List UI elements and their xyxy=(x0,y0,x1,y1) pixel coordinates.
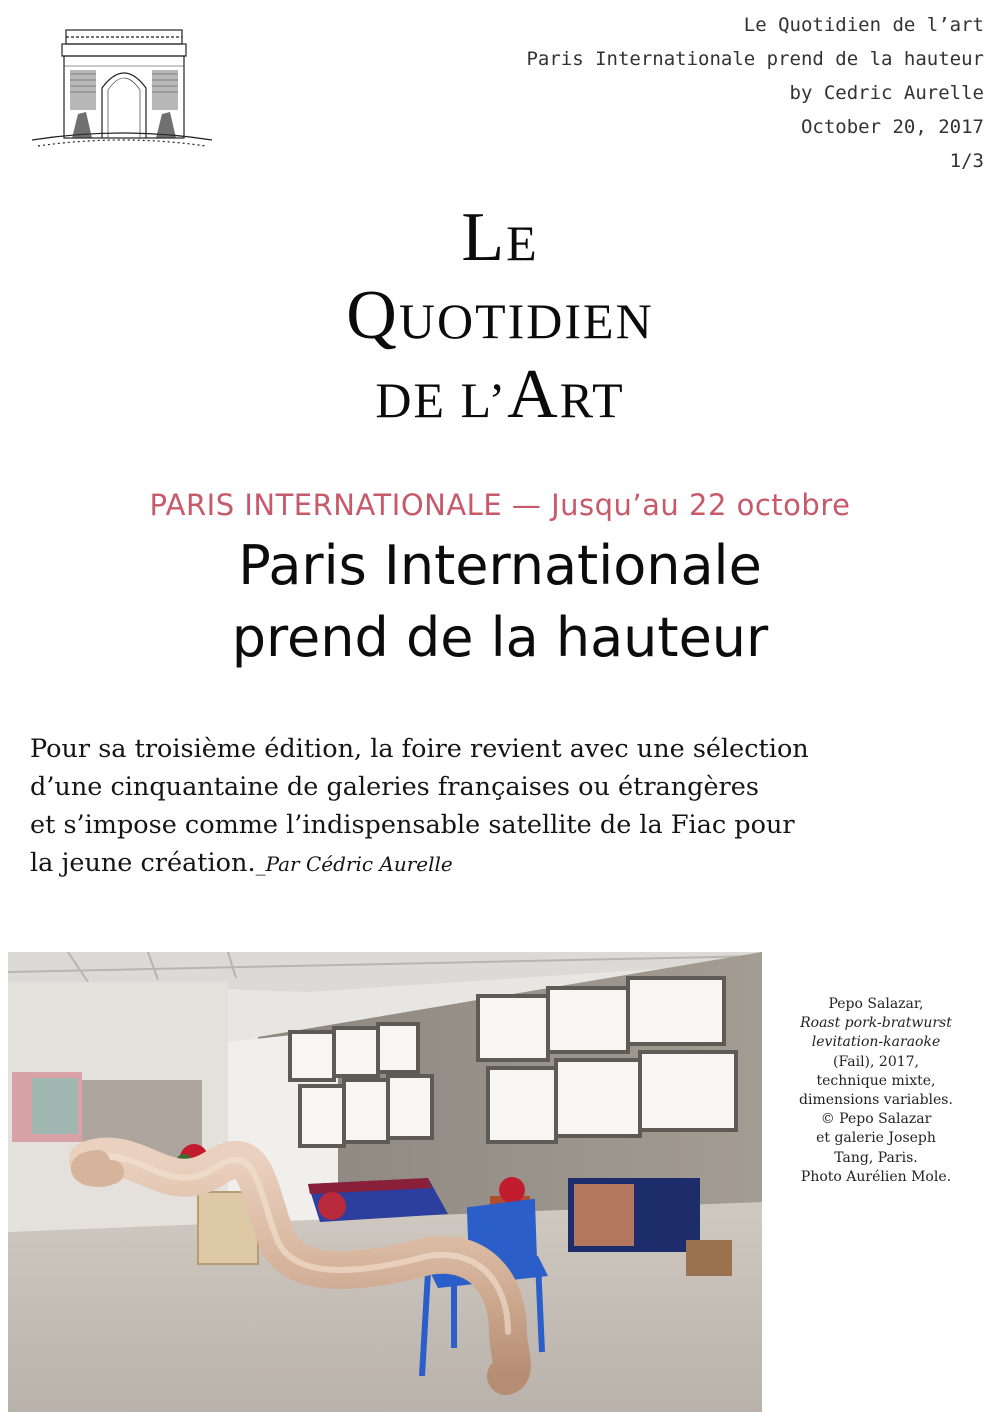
page-number: 1/3 xyxy=(949,150,984,172)
author-meta: by Cedric Aurelle xyxy=(789,82,984,104)
headline-line-1: Paris Internationale xyxy=(238,534,762,597)
masthead-line-1: LE xyxy=(461,199,539,276)
publication-name: Le Quotidien de l’art xyxy=(743,14,984,36)
article-lede xyxy=(30,730,930,883)
article-kicker: PARIS INTERNATIONALE — Jusqu’au 22 octobre xyxy=(149,488,851,522)
lede-line-1: Pour sa troisième édition, la foire revient avec une sélection xyxy=(30,734,809,764)
photo-caption: Pepo Salazar, Roast pork-bratwurst levitation-karaoke (Fail), 2017, technique mixte, dimensions variables. © Pepo Salazar et galerie Joseph Tang, Paris. Photo Aurélien Mole. xyxy=(799,996,953,1185)
article-title-meta: Paris Internationale prend de la hauteur xyxy=(526,48,984,70)
masthead-line-3: DE L’ART xyxy=(375,356,625,433)
installation-photo xyxy=(8,952,762,1412)
article-headline xyxy=(0,530,1000,674)
lede-line-4: la jeune création._Par Cédric Aurelle xyxy=(30,848,453,878)
lede-line-2: d’une cinquantaine de galeries françaises ou étrangères xyxy=(30,772,759,802)
document-header-meta xyxy=(526,8,984,178)
date-meta: October 20, 2017 xyxy=(800,116,984,138)
lede-line-3: et s’impose comme l’indispensable satellite de la Fiac pour xyxy=(30,810,795,840)
byline: _Par Cédric Aurelle xyxy=(255,852,453,876)
masthead-line-2: QUOTIDIEN xyxy=(346,277,654,354)
arc-de-triomphe-logo xyxy=(28,22,216,162)
headline-line-2: prend de la hauteur xyxy=(231,606,769,669)
